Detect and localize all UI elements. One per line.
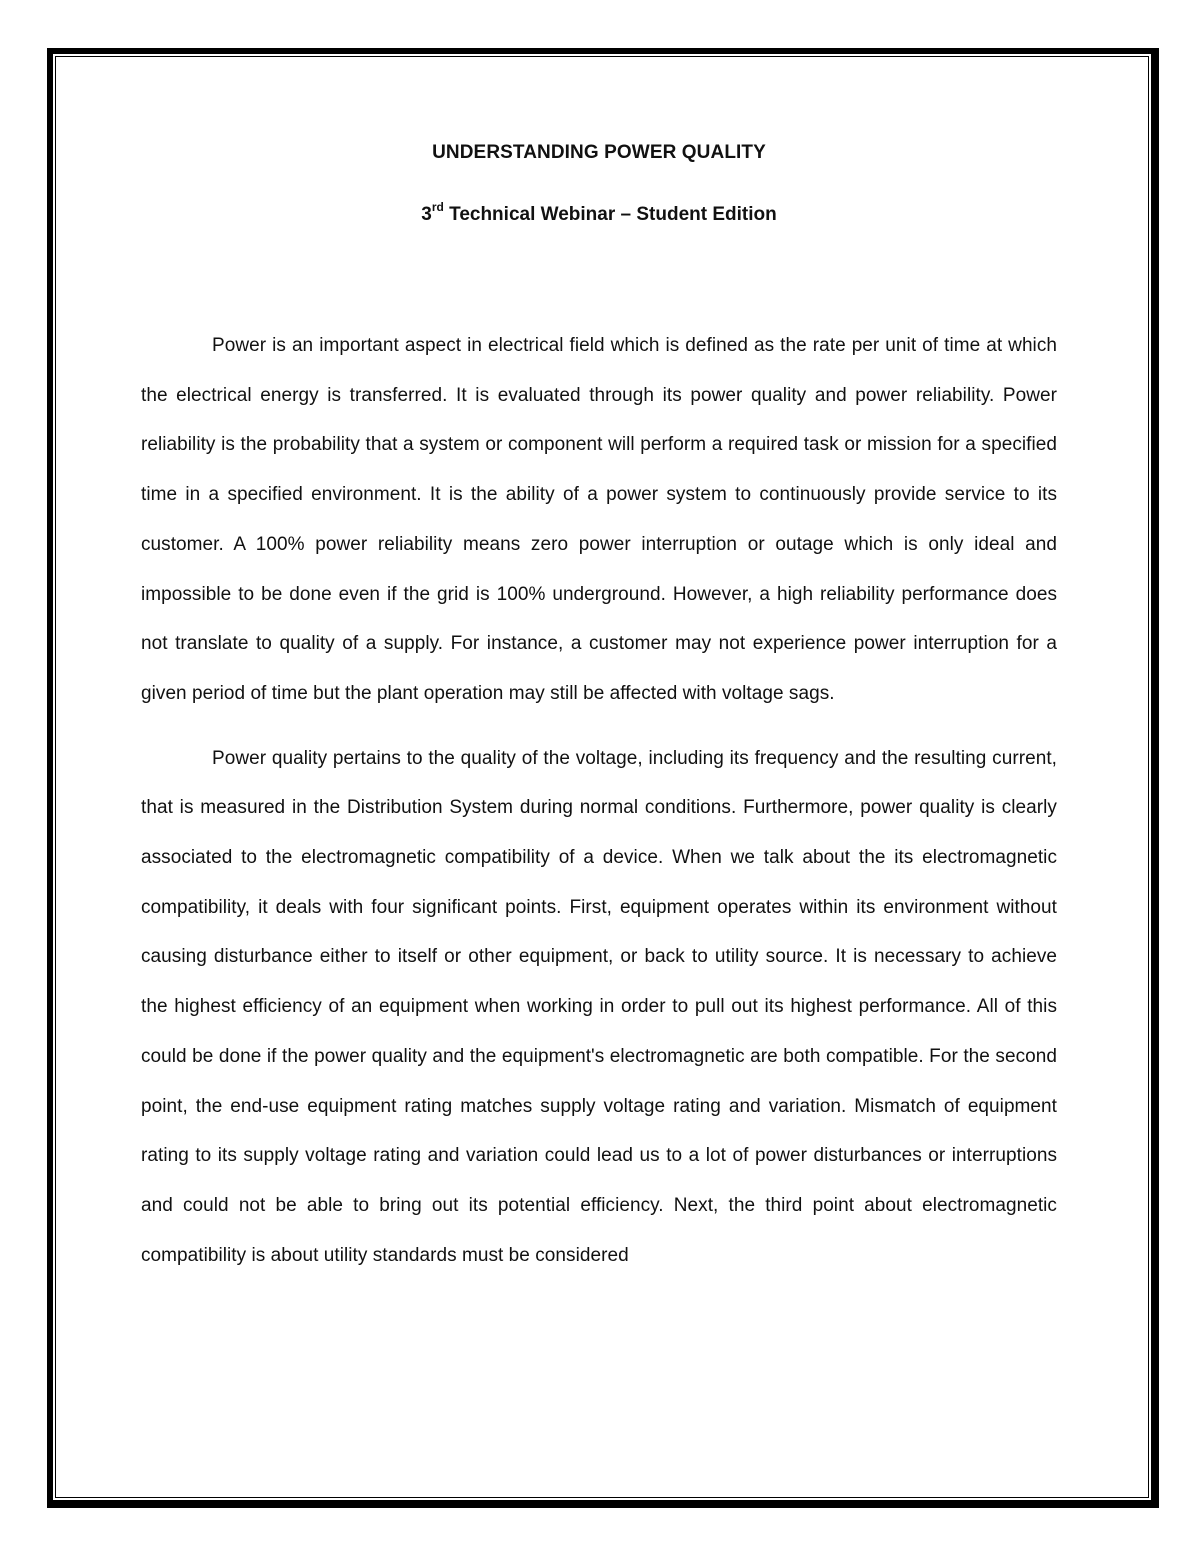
subtitle-ordinal-suffix: rd [431, 200, 444, 214]
subtitle-number: 3 [421, 204, 432, 225]
document-subtitle [141, 200, 1057, 226]
paragraph-power-reliability: Power is an important aspect in electrical field which is defined as the rate per unit of time at which the electrical energy is transferred. It is evaluated through its power quality and power reliability. Power reliability is the probability that a system or component will perform a required task or mission for a specified time in a specified environment. It is the ability of a power system to continuously provide service to its customer. A 100% power reliability means zero power interruption or outage which is only ideal and impossible to be done even if the grid is 100% underground. However, a high reliability performance does not translate to quality of a supply. For instance, a customer may not experience power interruption for a given period of time but the plant operation may still be affected with voltage sags. [141, 335, 1057, 704]
subtitle-text: Technical Webinar – Student Edition [443, 204, 777, 225]
document-body [141, 130, 1057, 1280]
document-title: UNDERSTANDING POWER QUALITY [432, 142, 766, 163]
paragraph-power-quality: Power quality pertains to the quality of the voltage, including its frequency and the resulting current, that is measured in the Distribution System during normal conditions. Furthermore, power quality is clearly associated to the electromagnetic compatibility of a device. When we talk about the its electromagnetic compatibility, it deals with four significant points. First, equipment operates within its environment without causing disturbance either to itself or other equipment, or back to utility source. It is necessary to achieve the highest efficiency of an equipment when working in order to pull out its highest performance. All of this could be done if the power quality and the equipment's electromagnetic are both compatible. For the second point, the end-use equipment rating matches supply voltage rating and variation. Mismatch of equipment rating to its supply voltage rating and variation could lead us to a lot of power disturbances or interruptions and could not be able to bring out its potential efficiency. Next, the third point about electromagnetic compatibility is about utility standards must be considered [141, 747, 1057, 1266]
